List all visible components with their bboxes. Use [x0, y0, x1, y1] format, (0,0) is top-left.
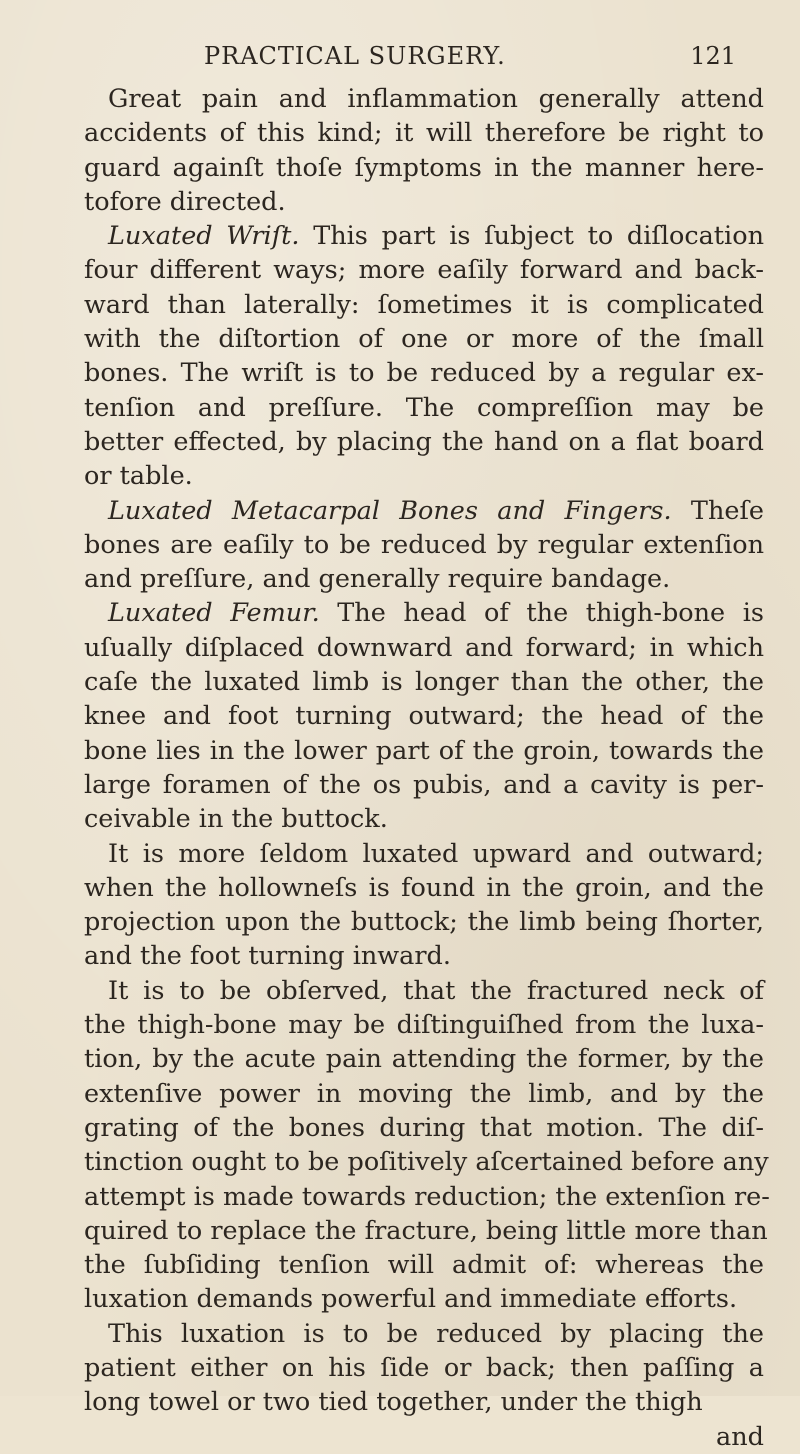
text-run: projection upon the buttock; the limb being ſhorter, — [84, 907, 764, 938]
text-run: caſe the luxated limb is longer than the other, the — [84, 667, 764, 698]
text-run: uſually diſplaced downward and forward; in which — [84, 632, 764, 663]
text-run: This luxation is to be reduced by placing the — [108, 1318, 764, 1349]
paragraph — [84, 494, 764, 597]
text-line — [84, 1385, 764, 1419]
text-line — [84, 562, 764, 596]
paragraph — [84, 82, 764, 219]
text-run: accidents of this kind; it will therefore be right to — [84, 118, 764, 149]
text-run: tenſion and preſſure. The compreſſion may be — [84, 392, 764, 423]
text-run: bones are eaſily to be reduced by regular extenſion — [84, 529, 764, 560]
text-run: four different ways; more eaſily forward and back- — [84, 255, 764, 286]
body-text — [84, 82, 770, 1454]
text-run: or table. — [84, 461, 193, 492]
text-line — [84, 116, 764, 150]
catchword: and — [716, 1421, 764, 1452]
text-line — [84, 356, 764, 390]
text-line — [84, 871, 764, 905]
paragraph — [84, 1317, 764, 1420]
text-run: tofore directed. — [84, 186, 286, 217]
text-run: Theſe — [671, 495, 764, 526]
text-line — [84, 219, 764, 253]
text-line — [84, 288, 764, 322]
italic-run: Luxated Femur. — [108, 598, 320, 629]
text-line — [84, 699, 764, 733]
text-run: It is more ſeldom luxated upward and outward; — [108, 838, 764, 869]
text-line — [84, 1180, 770, 1214]
text-run: better effected, by placing the hand on a flat board — [84, 426, 764, 457]
text-line — [84, 1351, 764, 1385]
text-run: grating of the bones during that motion. The diſ- — [84, 1112, 764, 1143]
text-line — [84, 1317, 764, 1351]
italic-run: Luxated Metacarpal Bones and Fingers. — [108, 495, 672, 526]
text-run: luxation demands powerful and immediate efforts. — [84, 1284, 738, 1315]
text-run: ceivable in the buttock. — [84, 804, 388, 835]
text-run: It is to be obſerved, that the fractured neck of — [108, 975, 764, 1006]
text-line — [84, 1248, 764, 1282]
text-line — [84, 1008, 764, 1042]
italic-run: Luxated Wriſt. — [108, 221, 300, 252]
text-run: bone lies in the lower part of the groin, towards the — [84, 735, 764, 766]
text-line — [84, 459, 764, 493]
paragraph — [84, 596, 764, 836]
text-run: The head of the thigh-bone is — [319, 598, 764, 629]
text-run: large foramen of the os pubis, and a cavity is per- — [84, 769, 764, 800]
text-line — [84, 253, 764, 287]
text-run: extenſive power in moving the limb, and by the — [84, 1078, 764, 1109]
text-run: with the diſtortion of one or more of the ſmall — [84, 324, 764, 355]
text-run: knee and foot turning outward; the head of the — [84, 701, 764, 732]
text-line — [84, 322, 764, 356]
text-run: and the foot turning inward. — [84, 941, 451, 972]
text-line — [84, 837, 764, 871]
text-line — [84, 528, 764, 562]
text-line — [84, 82, 764, 116]
text-line — [84, 596, 764, 630]
text-line — [84, 1077, 764, 1111]
page-number: 121 — [690, 42, 736, 70]
text-line — [84, 1282, 764, 1316]
text-line — [84, 905, 764, 939]
paragraph — [84, 219, 764, 493]
text-run: bones. The wriſt is to be reduced by a regular ex- — [84, 358, 764, 389]
text-run: Great pain and inflammation generally attend — [108, 84, 764, 114]
running-title: PRACTICAL SURGERY. — [204, 42, 506, 70]
text-run: when the hollowneſs is found in the groin, and the — [84, 872, 764, 903]
text-line — [84, 1145, 769, 1179]
text-line — [84, 1111, 764, 1145]
text-run: tinction ought to be poſitively aſcertained before any — [84, 1147, 769, 1178]
text-line — [84, 734, 764, 768]
text-line — [84, 151, 764, 185]
text-run: guard againſt thoſe ſymptoms in the manner here- — [84, 152, 764, 183]
text-line — [84, 391, 764, 425]
text-run: and preſſure, and generally require bandage. — [84, 564, 671, 595]
text-run: attempt is made towards reduction; the extenſion re- — [84, 1181, 770, 1212]
text-run: This part is ſubject to diſlocation — [299, 221, 764, 252]
text-line — [84, 631, 764, 665]
text-line — [84, 494, 764, 528]
text-line — [84, 974, 764, 1008]
text-run: the thigh-bone may be diſtinguiſhed from the luxa- — [84, 1010, 764, 1041]
text-line — [84, 768, 764, 802]
paragraph — [84, 974, 770, 1317]
text-line — [84, 939, 764, 973]
text-line — [84, 425, 764, 459]
text-line — [84, 1042, 764, 1076]
paragraph — [84, 837, 764, 974]
text-run: ward than laterally: ſometimes it is complicated — [84, 289, 764, 320]
text-run: long towel or two tied together, under the thigh — [84, 1387, 703, 1418]
text-run: patient either on his ſide or back; then paſſing a — [84, 1352, 764, 1383]
text-run: the ſubſiding tenſion will admit of: whereas the — [84, 1250, 764, 1281]
text-run: quired to replace the fracture, being little more than — [84, 1215, 768, 1246]
text-line — [84, 802, 764, 836]
running-head — [96, 42, 736, 72]
text-line — [84, 665, 764, 699]
text-run: tion, by the acute pain attending the former, by the — [84, 1044, 764, 1075]
text-line — [84, 185, 764, 219]
text-line — [84, 1214, 768, 1248]
